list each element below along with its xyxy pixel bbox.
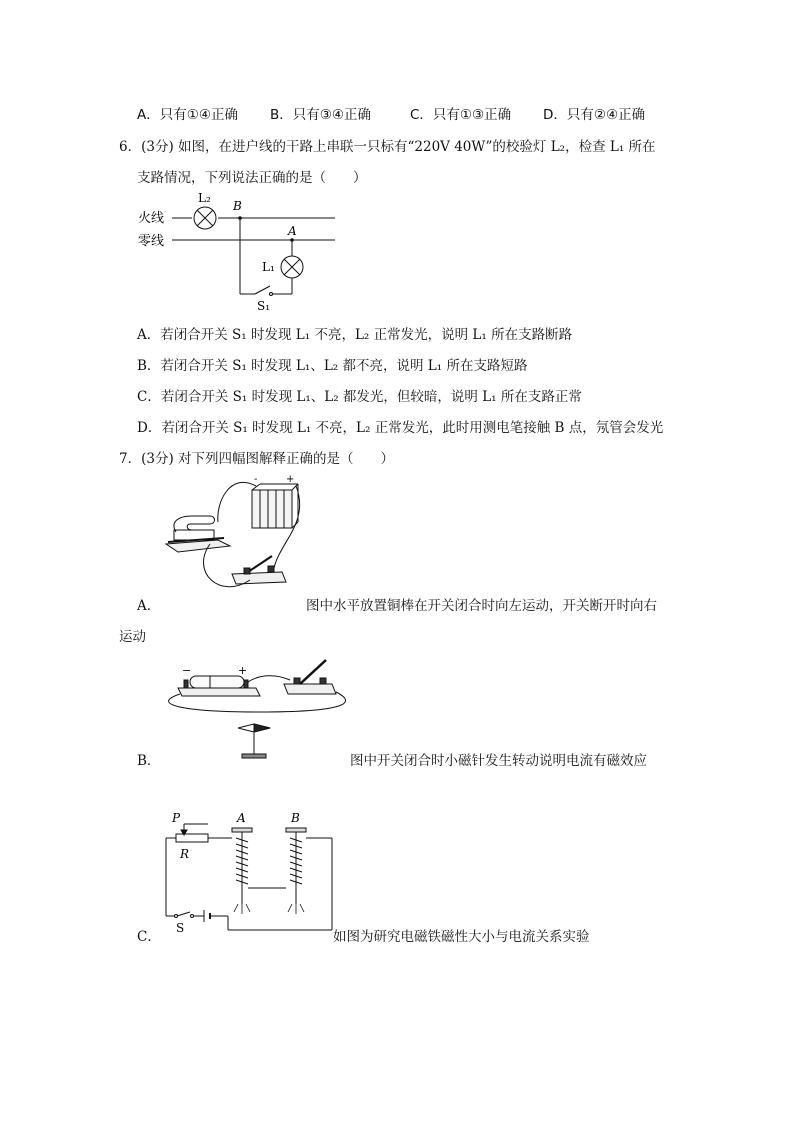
q7-option-c-letter: C． [137, 929, 161, 945]
q7-option-b-text: 图中开关闭合时小磁针发生转动说明电流有磁效应 [350, 753, 647, 769]
label-l1: L₁ [262, 260, 275, 274]
battery-minus-label: - [254, 474, 258, 485]
switch-s1-icon [255, 286, 270, 294]
q5-option-c: C．只有①③正确 [410, 107, 512, 123]
q7-option-a-text: 图中水平放置铜棒在开关闭合时向左运动，开关断开时向右 [306, 598, 657, 614]
battery-plus-label: + [286, 474, 295, 485]
label-l2: L₂ [198, 191, 211, 205]
q7a-figure [160, 472, 310, 602]
cell-battery-icon [190, 676, 244, 688]
c-label-b: B [291, 811, 300, 825]
switch-base [232, 572, 286, 584]
q6-option-d: D．若闭合开关 S₁ 时发现 L₁ 不亮，L₂ 正常发光，此时用测电笔接触 B 点，氖管会发光 [137, 420, 664, 436]
q5-option-d: D．只有②④正确 [543, 107, 646, 123]
label-point-b: B [233, 199, 242, 213]
switch-s-icon [177, 912, 190, 916]
rheostat-icon [176, 834, 208, 842]
q7b-figure [160, 652, 355, 762]
c-label-a: A [237, 811, 246, 825]
q6-option-a: A．若闭合开关 S₁ 时发现 L₁ 不亮，L₂ 正常发光，说明 L₁ 所在支路断路 [137, 327, 573, 343]
label-live-wire: 火线 [138, 211, 165, 226]
q7-option-b-letter: B． [137, 753, 161, 769]
q7-stem: 7．(3分) 对下列四幅图解释正确的是（ ） [119, 451, 395, 467]
label-neutral-wire: 零线 [138, 234, 165, 249]
c-label-s: S [176, 921, 185, 935]
q6-option-c: C．若闭合开关 S₁ 时发现 L₁、L₂ 都发光，但较暗，说明 L₁ 所在支路正常 [137, 389, 582, 405]
c-label-r: R [180, 847, 190, 861]
q6-circuit-diagram [130, 190, 350, 315]
q7-option-c-text: 如图为研究电磁铁磁性大小与电流关系实验 [333, 929, 590, 945]
q5-option-a: A．只有①④正确 [137, 107, 238, 123]
nail-a-icon [232, 828, 252, 832]
q7-option-a-letter: A． [137, 598, 161, 614]
q5-option-b: B．只有③④正确 [270, 107, 371, 123]
b-minus-label: − [182, 664, 192, 677]
battery-icon [252, 490, 292, 528]
label-point-a: A [288, 224, 297, 238]
q7c-figure [160, 808, 340, 938]
q6-stem-line2: 支路情况，下列说法正确的是（ ） [137, 170, 367, 186]
c-label-p: P [172, 811, 181, 825]
q7-option-a-text-cont: 运动 [119, 629, 146, 645]
label-s1: S₁ [257, 299, 271, 313]
b-plus-label: + [238, 664, 248, 677]
q6-stem-line1: 6．(3分) 如图，在进户线的干路上串联一只标有“220V 40W”的校验灯 L₂，检查 L₁ 所在 [119, 139, 656, 155]
q6-option-b: B．若闭合开关 S₁ 时发现 L₁、L₂ 都不亮，说明 L₁ 所在支路短路 [137, 358, 528, 374]
nail-b-icon [286, 828, 306, 832]
